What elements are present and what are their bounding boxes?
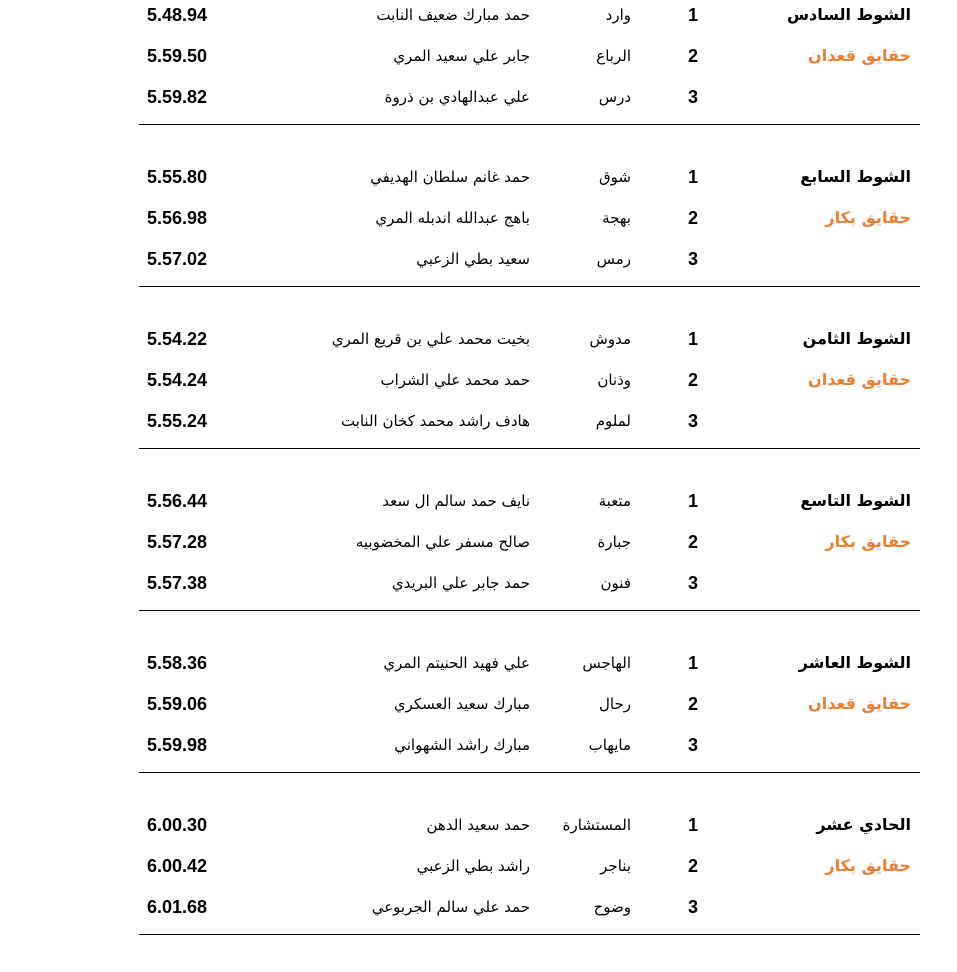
camel-name: بهجة [602, 209, 631, 227]
rank: 3 [687, 249, 698, 269]
race-time: 5.48.94 [147, 5, 208, 25]
race-title: الشوط العاشر [798, 653, 911, 672]
race-time: 5.56.98 [147, 208, 208, 228]
owner-name: نايف حمد سالم ال سعد [382, 492, 530, 510]
rank: 1 [687, 815, 698, 835]
camel-name: الرباع [596, 47, 631, 65]
race-time: 5.59.50 [147, 46, 208, 66]
result-row [0, 41, 957, 71]
owner-name: مبارك راشد الشهواني [394, 736, 530, 754]
result-row [0, 324, 957, 354]
race-category: حقايق قعدان [808, 370, 911, 389]
race-block [0, 324, 957, 486]
race-time: 5.55.80 [147, 167, 208, 187]
owner-name: حمد جابر علي البريدي [391, 574, 530, 592]
race-time: 6.00.42 [147, 856, 208, 876]
race-time: 5.54.24 [147, 370, 208, 390]
race-title: الشوط السادس [786, 5, 911, 24]
camel-name: لملوم [595, 412, 631, 430]
result-row [0, 851, 957, 881]
camel-name: فنون [600, 574, 631, 592]
rank: 2 [687, 532, 698, 552]
camel-name: وضوح [593, 898, 631, 916]
race-title: الحادي عشر [816, 815, 911, 834]
race-category: حقايق بكار [825, 856, 911, 875]
camel-name: مدوش [589, 330, 631, 348]
result-row [0, 648, 957, 678]
owner-name: حمد غانم سلطان الهديفي [370, 168, 530, 186]
result-row [0, 486, 957, 516]
rank: 2 [687, 370, 698, 390]
race-block [0, 648, 957, 810]
section-divider [139, 286, 920, 287]
result-row [0, 892, 957, 922]
section-divider [139, 934, 920, 935]
result-row [0, 365, 957, 395]
result-row [0, 162, 957, 192]
camel-name: وذنان [597, 371, 631, 389]
race-time: 5.57.02 [147, 249, 208, 269]
race-category: حقايق قعدان [808, 46, 911, 65]
race-time: 5.59.06 [147, 694, 208, 714]
race-block [0, 162, 957, 324]
race-time: 5.54.22 [147, 329, 208, 349]
result-row [0, 689, 957, 719]
owner-name: راشد بطي الزعبي [416, 857, 530, 875]
camel-name: الهاجس [582, 654, 631, 672]
owner-name: جابر علي سعيد المري [393, 47, 530, 65]
camel-name: المستشارة [562, 816, 631, 834]
camel-name: متعبة [598, 492, 631, 510]
rank: 1 [687, 491, 698, 511]
race-block [0, 486, 957, 648]
owner-name: بخيت محمد علي بن قريع المري [331, 330, 530, 348]
race-block [0, 0, 957, 162]
race-block [0, 810, 957, 972]
rank: 1 [687, 653, 698, 673]
owner-name: هادف راشد محمد كخان النابت [340, 412, 530, 430]
camel-name: رحال [599, 695, 631, 713]
race-title: الشوط التاسع [800, 491, 911, 510]
race-title: الشوط الثامن [802, 329, 911, 348]
owner-name: باهج عبدالله اندبله المري [375, 209, 530, 227]
race-category: حقايق بكار [825, 532, 911, 551]
rank: 3 [687, 411, 698, 431]
owner-name: علي فهيد الحنيتم المري [383, 654, 530, 672]
rank: 2 [687, 856, 698, 876]
result-row [0, 203, 957, 233]
result-row [0, 82, 957, 112]
result-row [0, 0, 957, 30]
owner-name: حمد سعيد الدهن [426, 816, 530, 834]
rank: 3 [687, 735, 698, 755]
race-time: 5.59.98 [147, 735, 208, 755]
rank: 2 [687, 46, 698, 66]
rank: 3 [687, 87, 698, 107]
camel-name: درس [598, 88, 631, 106]
race-category: حقايق بكار [825, 208, 911, 227]
rank: 3 [687, 897, 698, 917]
owner-name: علي عبدالهادي بن ذروة [384, 88, 530, 106]
race-category: حقايق قعدان [808, 694, 911, 713]
result-row [0, 810, 957, 840]
result-row [0, 568, 957, 598]
camel-name: شوق [599, 168, 631, 186]
rank: 2 [687, 694, 698, 714]
camel-name: بناجر [600, 857, 631, 875]
rank: 1 [687, 329, 698, 349]
result-row [0, 730, 957, 760]
race-title: الشوط السابع [800, 167, 911, 186]
rank: 1 [687, 5, 698, 25]
section-divider [139, 448, 920, 449]
camel-name: وارد [605, 6, 631, 24]
result-row [0, 406, 957, 436]
owner-name: حمد محمد علي الشراب [380, 371, 530, 389]
rank: 3 [687, 573, 698, 593]
rank: 1 [687, 167, 698, 187]
camel-name: جبارة [597, 533, 631, 551]
section-divider [139, 772, 920, 773]
rank: 2 [687, 208, 698, 228]
owner-name: حمد مبارك ضعيف النابت [376, 6, 530, 24]
race-time: 5.55.24 [147, 411, 208, 431]
race-time: 5.58.36 [147, 653, 208, 673]
camel-name: مايهاب [588, 736, 631, 754]
race-time: 5.57.28 [147, 532, 208, 552]
section-divider [139, 610, 920, 611]
result-row [0, 244, 957, 274]
race-time: 5.56.44 [147, 491, 208, 511]
result-row [0, 527, 957, 557]
owner-name: حمد علي سالم الجربوعي [371, 898, 530, 916]
owner-name: سعيد بطي الزعبي [416, 250, 530, 268]
race-time: 5.59.82 [147, 87, 208, 107]
camel-name: رمس [596, 250, 631, 268]
race-time: 6.01.68 [147, 897, 208, 917]
owner-name: صالح مسفر علي المخضوبيه [355, 533, 530, 551]
section-divider [139, 124, 920, 125]
race-time: 6.00.30 [147, 815, 208, 835]
race-time: 5.57.38 [147, 573, 208, 593]
owner-name: مبارك سعيد العسكري [393, 695, 530, 713]
